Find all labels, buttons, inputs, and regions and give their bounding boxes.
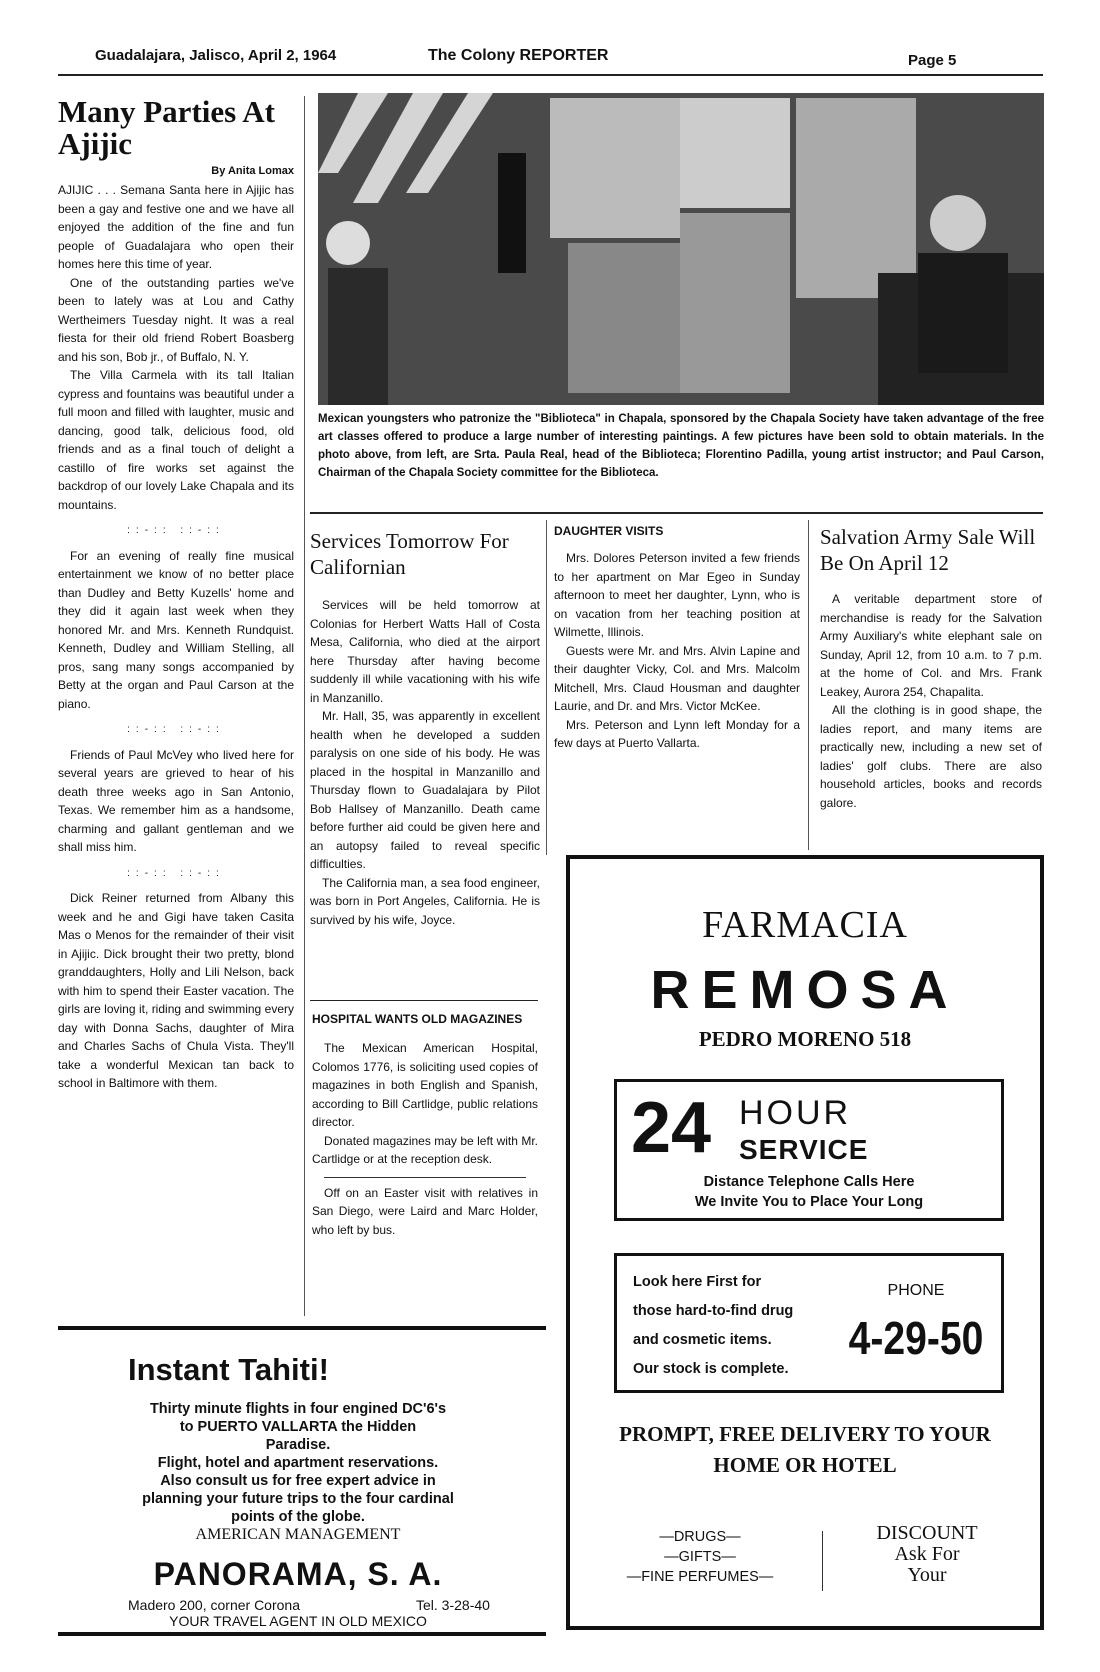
article-byline: By Anita Lomax [211, 165, 294, 177]
service-line: We Invite You to Place Your Long [694, 1194, 924, 1210]
look-line: Our stock is complete. [633, 1361, 789, 1377]
article-body [554, 549, 800, 753]
article-body [820, 590, 1042, 812]
article-body [312, 1039, 538, 1239]
ad-body [78, 1400, 518, 1544]
ad-line: to PUERTO VALLARTA the Hidden [179, 1419, 417, 1435]
hours-word: HOUR [739, 1094, 852, 1132]
ad-line: points of the globe. [231, 1509, 365, 1525]
article-hospital [312, 1012, 538, 1239]
caption-rule [310, 512, 1043, 514]
paragraph: For an evening of really fine musical entertainment we know of no better place than Dudley and Betty Kuzells' home and they did it again last week when they honored Mr. and Mrs. Kenneth Rundquist. Kenneth, Dudley and William Stelling, all pros, sang many songs accompanied by Betty at the organ and Paul Carson at the piano. [58, 548, 294, 711]
paragraph: A veritable department store of merchandise is ready for the Salvation Army Auxiliary's white elephant sale on Sunday, April 12, from 10 a.m. to 7 p.m. at the home of Col. and Mrs. Frank Leakey, Aurora 254, Chapalita. [820, 592, 1042, 699]
paragraph: Donated magazines may be left with Mr. Cartlidge or at the reception desk. [312, 1133, 538, 1166]
ad-line: Paradise. [265, 1437, 331, 1453]
photo-illustration [318, 93, 1044, 405]
ad-address: PEDRO MORENO 518 [698, 1027, 912, 1051]
article-daughter-visits [554, 524, 800, 753]
newspaper-name: The Colony REPORTER [428, 47, 609, 64]
paragraph: One of the outstanding parties we've been to lately was at Lou and Cathy Wertheimers Tuesday night. It was a real fiesta for their old friend Robert Boasberg and his son, Bob jr., of Buffalo, N. Y. [58, 275, 294, 364]
discount-text [832, 1523, 1022, 1586]
section-divider: ::-:: ::-:: [127, 525, 225, 536]
ad-tel: Tel. 3-28-40 [416, 1597, 490, 1613]
service-word: SERVICE [739, 1134, 869, 1165]
goods-item: —FINE PERFUMES— [626, 1569, 774, 1585]
ad-brand: REMOSA [650, 960, 960, 1020]
section-divider: ::-:: ::-:: [127, 724, 225, 735]
article-salvation-army [820, 524, 1042, 812]
paragraph: Mrs. Peterson and Lynn left Monday for a few days at Puerto Vallarta. [554, 717, 800, 750]
ad-headline: Instant Tahiti! [128, 1352, 329, 1387]
goods-item: —GIFTS— [664, 1549, 736, 1565]
ad-tagline: YOUR TRAVEL AGENT IN OLD MEXICO [169, 1613, 427, 1629]
look-line: and cosmetic items. [633, 1332, 772, 1348]
service-line: Distance Telephone Calls Here [703, 1174, 915, 1190]
ad-company: PANORAMA, S. A. [153, 1556, 443, 1592]
dateline: Guadalajara, Jalisco, April 2, 1964 [95, 47, 337, 64]
page-number: Page 5 [908, 52, 957, 69]
paragraph: Friends of Paul McVey who lived here for several years are grieved to hear of his death three weeks ago in San Antonio, Texas. We remember him as a handsome, charming and gallant gentleman and we shall miss him. [58, 747, 294, 854]
paragraph: The Villa Carmela with its tall Italian cypress and fountains was beautiful under a full moon and filled with laughter, music and dancing, good talk, delicious food, old friends and as a final touch of delight a castillo of fire works set against the backdrop of our lovely Lake Chapala and its mountains. [58, 368, 294, 512]
section-divider: ::-:: ::-:: [127, 867, 225, 879]
goods-list [590, 1527, 810, 1587]
ad-management: AMERICAN MANAGEMENT [195, 1526, 401, 1543]
ad-address: Madero 200, corner Corona [128, 1597, 300, 1613]
article-headline: HOSPITAL WANTS OLD MAGAZINES [312, 1012, 523, 1026]
paragraph: All the clothing is in good shape, the ladies report, and many items are practically new, including a new set of ladies' golf clubs. There are also household articles, books and records galore. [820, 703, 1042, 810]
farmacia-remosa-ad [566, 855, 1044, 1630]
services-rule [310, 1000, 538, 1001]
article-body [310, 596, 540, 929]
paragraph: Guests were Mr. and Mrs. Alvin Lapine and their daughter Vicky, Col. and Mrs. Malcolm Mitchell, Mrs. Claud Housman and daughter Laurie, and Dr. and Mrs. Victor McKee. [554, 643, 800, 713]
phone-number: 4-29-50 [848, 1312, 984, 1364]
paragraph: Mrs. Dolores Peterson invited a few friends to her apartment on Mar Egeo in Sunday afternoon to meet her daughter, Lynn, who is on vacation from her teaching position at Wilmette, Illinois. [554, 551, 800, 639]
ad-title: FARMACIA [702, 904, 908, 946]
paragraph: The Mexican American Hospital, Colomos 1776, is soliciting used copies of magazines in both English and Spanish, according to Bill Cartlidge, public relations director. [312, 1041, 538, 1129]
article-headline: DAUGHTER VISITS [554, 524, 664, 538]
ad-line: Also consult us for free expert advice in [160, 1473, 436, 1489]
article-body [58, 181, 294, 1093]
column-rule-2 [546, 520, 547, 855]
delivery-text: PROMPT, FREE DELIVERY TO YOUR HOME OR HOTEL [619, 1422, 991, 1477]
photo-caption: Mexican youngsters who patronize the "Biblioteca" in Chapala, sponsored by the Chapala Society have taken advantage of the free art classes offered to produce a large number of interesting paintings. A few pictures have been sold to obtain materials. In the photo above, from left, are Srta. Paula Real, head of the Biblioteca; Florentino Padilla, young artist instructor; and Paul Carson, Chairman of the Chapala Society committee for the Biblioteca. [318, 413, 1044, 479]
paragraph: The California man, a sea food engineer, was born in Port Angeles, California. He is survived by his wife, Joyce. [310, 875, 540, 927]
look-line: Look here First for [633, 1274, 762, 1290]
biblioteca-photo [318, 93, 1044, 405]
paragraph: Mr. Hall, 35, was apparently in excellent health when he developed a sudden paralysis on one side of his body. He was placed in the hospital in Manzanillo and Thursday flown to Guadalajara by Pilot Bob Hallsey of Manzanillo. Death came before further aid could be given here and an autopsy failed to reveal specific difficulties. [310, 709, 540, 871]
paragraph: AJIJIC . . . Semana Santa here in Ajijic has been a gay and festive one and we have all enjoyed the addition of the fine and fun people of Guadalajara who open their homes here this time of year. [58, 183, 294, 271]
header-rule [58, 74, 1043, 76]
discount-line: Your [907, 1564, 947, 1586]
look-here-text [633, 1268, 833, 1384]
article-many-parties [58, 96, 294, 1093]
ad-line: Thirty minute flights in four engined DC'6's [149, 1401, 447, 1417]
ad-line: planning your future trips to the four cardinal [142, 1491, 454, 1507]
phone-label: PHONE [887, 1282, 945, 1299]
phone-box [614, 1253, 1004, 1393]
column-rule-3 [808, 520, 809, 850]
goods-divider [822, 1531, 823, 1591]
article-headline: Services Tomorrow For Californian [310, 529, 509, 579]
goods-item: —DRUGS— [659, 1529, 741, 1545]
article-headline: Salvation Army Sale Will Be On April 12 [820, 525, 1036, 575]
paragraph: Services will be held tomorrow at Colonias for Herbert Watts Hall of Costa Mesa, California, who died at the airport here Thursday after having become suddenly ill while vacationing with his wife in Manzanillo. [310, 598, 540, 705]
column-rule-1 [304, 96, 305, 1316]
article-services [310, 528, 540, 929]
hours-number: 24 [631, 1088, 712, 1168]
discount-line: Ask For [894, 1543, 960, 1565]
discount-line: DISCOUNT [876, 1522, 978, 1544]
paragraph: Off on an Easter visit with relatives in San Diego, were Laird and Marc Holder, who left by bus. [312, 1185, 538, 1237]
paragraph: Dick Reiner returned from Albany this week and he and Gigi have taken Casita Mas o Menos for the remainder of their visit in Ajijic. Dick brought their two pretty, blond granddaughters, Holly and Lili Nelson, back with him to spend their Easter vacation. The girls are loving it, riding and swimming every day with Donna Sachs, daughter of Mira and Charles Sachs of Chula Vista. They'll take a wonderful Mexican tan back to school in Baltimore with them. [58, 891, 294, 1090]
article-headline: Many Parties At Ajijic [58, 94, 275, 161]
ad-line: Flight, hotel and apartment reservations. [157, 1455, 439, 1471]
look-line: those hard-to-find drug [633, 1303, 794, 1319]
service-box [614, 1079, 1004, 1221]
panorama-ad [58, 1326, 546, 1636]
